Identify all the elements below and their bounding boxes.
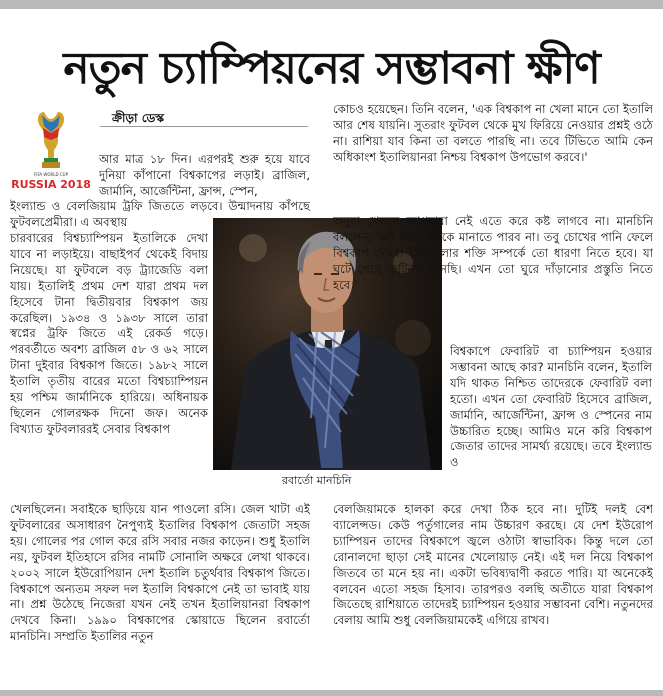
right-column-text-3: বিশ্বকাপে ফেবারিট বা চ্যাম্পিয়ন হওয়ার সম্ভাবনা আছে কার? মানচিনি বলেন, ইতালি যদি থাকত নিশ্চিত তাদেরকে ফেবারিট বলা হতো। এখন তো ফেবারিট হিসেবে ব্রাজিল, জার্মানি, আর্জেন্টিনা, ফ্রান্স ও স্পেনের নাম উচ্চারিত হচ্ছে। আমিও মনে করি বিশ্বকাপ জেতার তাদের সামর্থ্য রয়েছে। তবে ইংল্যান্ড ও [450,344,652,470]
left-column-text-1: আর মাত্র ১৮ দিন। এরপরই শুরু হয়ে যাবে দুনিয়া কাঁপানো বিশ্বকাপের লড়াই। ব্রাজিল, জার্মানি, আর্জেন্টিনা, ফ্রান্স, স্পেন, [99,152,310,198]
full-width-text: খেলছিলেন। সবাইকে ছাড়িয়ে যান পাওলো রসি। জেল খাটা এই ফুটবলারের অসাধারণ নৈপুণ্যই ইতালির বিশ্বকাপ জেতাটা সহজ হয়। গোলের পর গোল করে রসি সবার নজর কাড়েন। শুধু ইতালি নয়, ফুটবল ইতিহাসে রসির নামটি সোনালি অক্ষরে লেখা থাকবে। ২০০২ সালে ইউরোপিয়ান দেশ ইতালি চতুর্থবার বিশ্বকাপ জিতে। বিশ্বকাপে অন্যতম সফল দল ইতালি বিশ্বকাপে নেই তা ভাবাই যায় না। প্রশ্ন উঠেছে নিজেরা যখন নেই তখন ইতালিয়ানরা বিশ্বকাপ দেখবে কিনা। ১৯৯০ বিশ্বকাপের স্কোয়াডে ছিলেন রবার্তো মানচিনি। সম্প্রতি ইতালির নতুন [10,502,310,644]
left-column-text-3: চারবারের বিশ্বচ্যাম্পিয়ন ইতালিকে দেখা যাবে না লড়াইয়ে। বাছাইপর্ব থেকেই বিদায় নিয়েছে। যা ফুটবলে বড় ট্র্যাজেডি বলা যায়। ইতালিই প্রথম দেশ যারা প্রথম দল হিসেবে টানা দ্বিতীয়বার বিশ্বকাপ জয় করেছিল। ১৯৩৪ ও ১৯৩৮ সালে তারা স্বপ্নের ট্রফি জিতে এই রেকর্ড গড়ে। পরবর্তীতে অবশ্য ব্রাজিল ৫৮ ও ৬২ সালে টানা দুইবার বিশ্বকাপ জিতে। ১৯৮২ সালে ইতালি তৃতীয় বারের মতো বিশ্বচ্যাম্পিয়ন হয় পশ্চিম জার্মানিকে হারিয়ে। অধিনায়ক ছিলেন গোলরক্ষক দিনো জফ। অনেক বিখ্যাত ফুটবলাররই সেবার বিশ্বকাপ [10,231,208,436]
top-border [0,0,663,9]
world-cup-logo [10,104,92,200]
world-cup-trophy-icon [34,106,68,172]
right-column-text-2: অনুরা খেলছে আপনারা নেই এতে করে কষ্ট লাগবে না। মানচিনি বললেন, 'কষ্ট মানে, মনকে মানাতে পারব না। তবু চোখের পানি ফেলে বিশ্বকাপ দেখব। টিমগুলোর শক্তি সম্পর্কে তো ধারণা নিতে হবে। যা ঘটে গেছে দুর্ঘটনার মানছি। এখন তো ঘুরে দাঁড়ানোর প্রস্তুতি নিতে হবে।' [333,214,653,292]
bottom-border [0,690,663,696]
byline-underline [100,126,308,127]
photo-caption: রবার্তো মানচিনি [282,474,352,487]
logo-caption: FIFA WORLD CUP [33,172,69,177]
right-column-text-4: বেলজিয়ামকে হালকা করে দেখা ঠিক হবে না। দুটিই দলই বেশ ব্যালেন্সড। কেউ পর্তুগালের নাম উচ্চারণ করছে। যে দেশ ইউরোপ চ্যাম্পিয়ন তাদের বিশ্বকাপে জ্বলে ওঠাটা স্বাভাবিক। কিন্তু দলে তো রোনালদো ছাড়া সেই মানের খেলোয়াড় নেই। এই দল নিয়ে বিশ্বকাপ জিতবে তা মনে হয় না। একটা ভবিষ্যদ্বাণী করতে পারি। যা অনেকেই বলবেন এতো সহজ হিসাব। তারপরও বলছি অতীতে যারা বিশ্বকাপ জিতেছে রাশিয়াতে তাদেরই চ্যাম্পিয়ন হওয়ার সম্ভাবনা বেশি। নতুনদের বেলায় আমি শুধু বেলজিয়ামকেই এগিয়ে রাখব। [333,502,653,628]
logo-russia-2018: RUSSIA 2018 [11,178,91,191]
headline: নতুন চ্যাম্পিয়নের সম্ভাবনা ক্ষীণ [63,43,600,94]
byline: ক্রীড়া ডেস্ক [112,111,165,125]
right-column-text-1: কোচও হয়েছেন। তিনি বলেন, 'এক বিশ্বকাপ না খেলা মানে তো ইতালি আর শেষ যায়নি। সুতরাং ফুটবল থেকে মুখ ফিরিয়ে নেওয়ার প্রশ্নই ওঠে না। রাশিয়া যাব কিনা তা বলতে পারছি না। তবে টিভিতে আমি কেন অধিকাংশ ইতালিয়ানরা নিশ্চয় বিশ্বকাপ উপভোগ করবে।' [333,102,653,164]
left-column-text-2: ইংল্যান্ড ও বেলজিয়াম ট্রফি জিততে লড়বে। উন্মাদনায় কাঁপছে ফুটবলপ্রেমীরা। এ অবস্থায় [10,199,310,229]
